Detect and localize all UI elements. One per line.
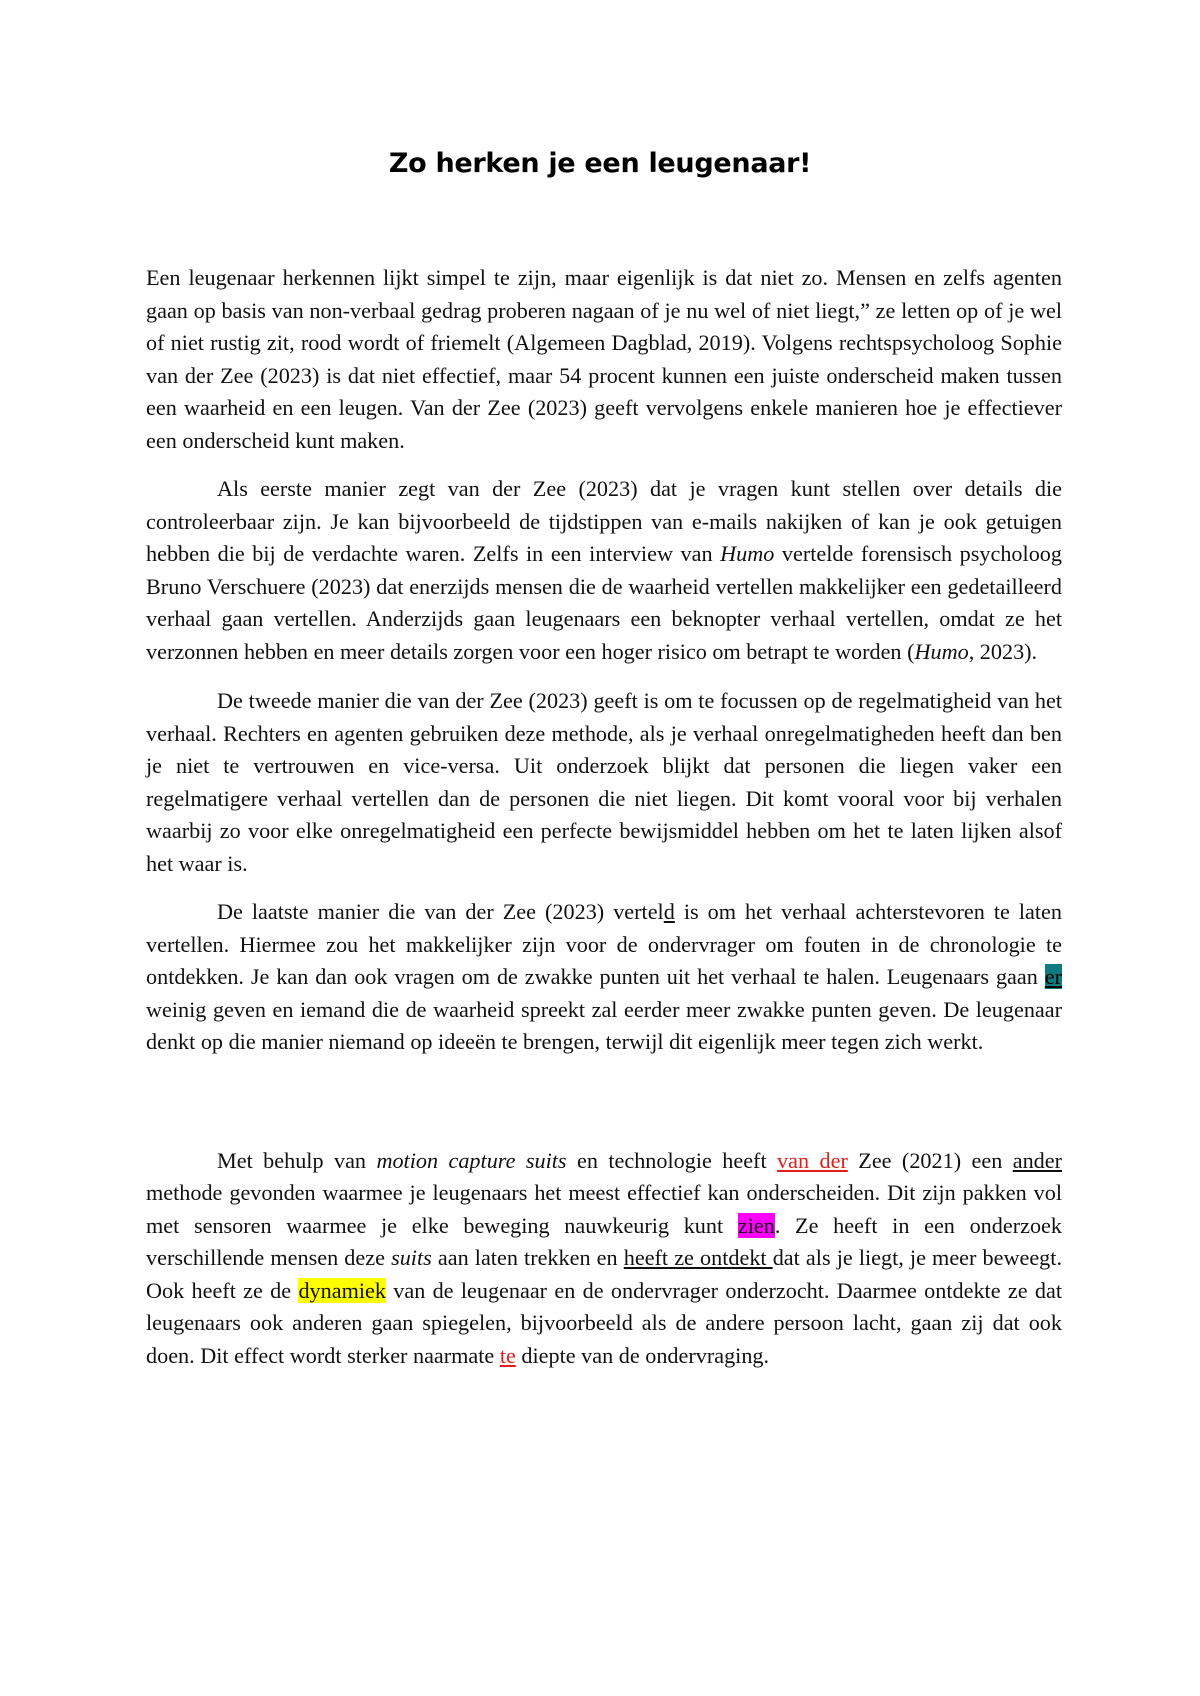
- underlined-letter: d: [663, 899, 675, 924]
- highlighted-word-magenta: zien: [737, 1212, 775, 1238]
- document-title: Zo herken je een leugenaar!: [388, 148, 812, 179]
- paragraph-2: [146, 473, 1062, 668]
- paragraph-4: [146, 896, 1062, 1059]
- text-run: Met behulp van: [217, 1147, 377, 1173]
- text-run: van de leugenaar en de ondervrager onderzocht. Daarmee ontdekte ze dat leugenaars ook anderen gaan spiegelen, bijvoorbeeld als de andere persoon lacht, gaan zij dat ook doen. Dit effect wordt sterker naarmate: [146, 1277, 1062, 1368]
- text-run: aan laten trekken en: [431, 1245, 624, 1270]
- italic-humo: Humo: [720, 541, 775, 566]
- highlighted-word-teal: er: [1044, 964, 1062, 989]
- paragraph-5: [146, 1145, 1062, 1373]
- text-run: , 2023).: [968, 638, 1038, 664]
- italic-humo: Humo: [914, 638, 969, 664]
- text-run: Zee (2021) een: [847, 1147, 1013, 1173]
- paragraph-1: Een leugenaar herkennen lijkt simpel te zijn, maar eigenlijk is dat niet zo. Mensen en zelfs agenten gaan op basis van non-verbaal gedrag proberen nagaan of je nu wel of niet liegt,” ze letten op of je wel of niet rustig zit, rood wordt of friemelt (Algemeen Dagblad, 2019). Volgens rechtspsycholoog Sophie van der Zee (2023) is dat niet effectief, maar 54 procent kunnen een juiste onderscheid maken tussen een waarheid en een leugen. Van der Zee (2023) geeft vervolgens enkele manieren hoe je effectiever een onderscheid kunt maken.: [146, 265, 1062, 453]
- revision-mark-red: van der: [777, 1147, 848, 1173]
- italic-suits: suits: [391, 1245, 432, 1270]
- italic-motion-capture-suits: motion capture suits: [376, 1147, 567, 1173]
- text-run: is om het verhaal achterstevoren te laten vertellen. Hiermee zou het makkelijker zijn voor de ondervrager om fouten in de chronologie te ontdekken. Je kan dan ook vragen om de zwakke punten uit het verhaal te halen. Leugenaars gaan: [146, 899, 1062, 989]
- highlighted-word-yellow: dynamiek: [298, 1277, 386, 1303]
- text-run: . Ze heeft in een onderzoek verschillende mensen deze: [146, 1212, 1062, 1270]
- text-run: diepte van de ondervraging.: [515, 1342, 770, 1368]
- text-run: methode gevonden waarmee je leugenaars het meest effectief kan onderscheiden. Dit zijn pakken vol met sensoren waarmee je elke beweging nauwkeurig kunt: [146, 1180, 1062, 1238]
- underlined-text: heeft ze ontdekt: [623, 1245, 773, 1270]
- text-run: Als eerste manier zegt van der Zee (2023) dat je vragen kunt stellen over details die controleerbaar zijn. Je kan bijvoorbeeld de tijdstippen van e-mails nakijken of kan je ook getuigen hebben die bij de verdachte waren. Zelfs in een interview van: [146, 476, 1062, 566]
- text-run: vertelde forensisch psycholoog Bruno Verschuere (2023) dat enerzijds mensen die de waarheid vertellen makkelijker een gedetailleerd verhaal gaan vertellen. Anderzijds gaan leugenaars een beknopter verhaal vertellen, omdat ze het verzonnen hebben en meer details zorgen voor een hoger risico om betrapt te worden (: [146, 541, 1062, 664]
- paragraph-gap: [146, 1059, 1062, 1145]
- text-run: weinig geven en iemand die de waarheid spreekt zal eerder meer zwakke punten geven. De leugenaar denkt op die manier niemand op ideeën te brengen, terwijl dit eigenlijk meer tegen zich werkt.: [146, 996, 1062, 1054]
- underlined-text: ander: [1012, 1147, 1062, 1173]
- text-run: en technologie heeft: [566, 1147, 778, 1173]
- text-run: De laatste manier die van der Zee (2023) vertel: [217, 899, 664, 924]
- document-body: [146, 262, 1062, 1372]
- text-run: dat als je liegt, je meer beweegt. Ook heeft ze de: [146, 1245, 1062, 1303]
- revision-mark-red: te: [499, 1342, 516, 1368]
- paragraph-3: De tweede manier die van der Zee (2023) geeft is om te focussen op de regelmatigheid van het verhaal. Rechters en agenten gebruiken deze methode, als je verhaal onregelmatigheden heeft dan ben je niet te vertrouwen en vice-versa. Uit onderzoek blijkt dat personen die liegen vaker een regelmatigere verhaal vertellen dan de personen die niet liegen. Dit komt vooral voor bij verhalen waarbij zo voor elke onregelmatigheid een perfecte bewijsmiddel hebben om het te laten lijken alsof het waar is.: [146, 688, 1062, 876]
